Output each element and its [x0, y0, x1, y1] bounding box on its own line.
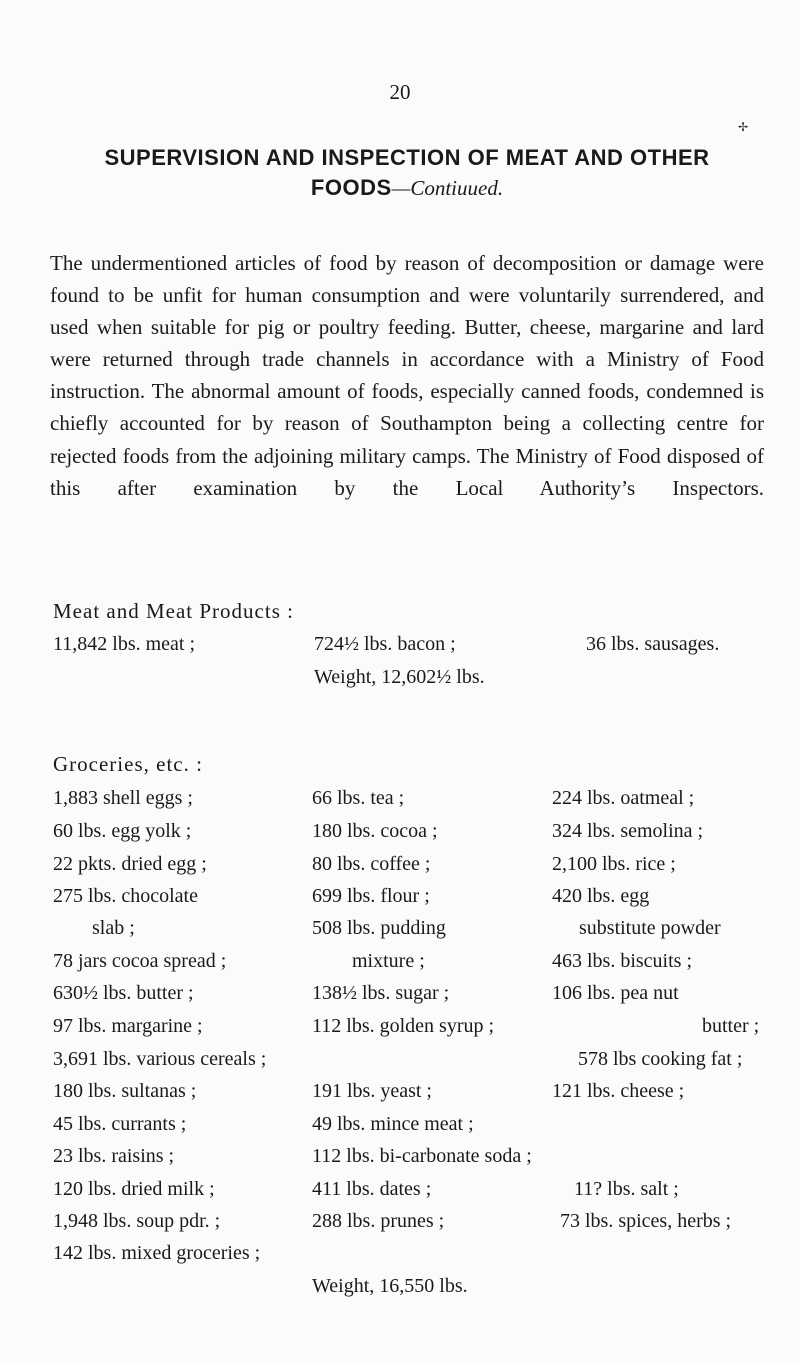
grocery-item: 288 lbs. prunes ; — [312, 1210, 445, 1232]
printer-mark-icon: ✢ — [738, 120, 749, 134]
grocery-item: 224 lbs. oatmeal ; — [552, 787, 695, 809]
grocery-item: 78 jars cocoa spread ; — [53, 950, 227, 972]
meat-heading: Meat and Meat Products : — [53, 599, 294, 623]
page-number: 20 — [389, 80, 411, 104]
grocery-item: 275 lbs. chocolate — [53, 885, 198, 907]
grocery-item: 630½ lbs. butter ; — [53, 982, 194, 1004]
grocery-item: 420 lbs. egg — [552, 885, 650, 907]
groceries-heading: Groceries, etc. : — [53, 752, 203, 776]
grocery-item: 411 lbs. dates ; — [312, 1178, 432, 1200]
grocery-item: 699 lbs. flour ; — [312, 885, 430, 907]
grocery-item: 3,691 lbs. various cereals ; — [53, 1048, 267, 1070]
grocery-item: 463 lbs. biscuits ; — [552, 950, 693, 972]
grocery-item: 1,948 lbs. soup pdr. ; — [53, 1210, 221, 1232]
grocery-item: substitute powder — [579, 917, 721, 939]
grocery-item: 508 lbs. pudding — [312, 917, 446, 939]
grocery-item: 11? lbs. salt ; — [574, 1178, 679, 1200]
grocery-item: 1,883 shell eggs ; — [53, 787, 193, 809]
grocery-item: 191 lbs. yeast ; — [312, 1080, 432, 1102]
grocery-item: 120 lbs. dried milk ; — [53, 1178, 215, 1200]
grocery-item: 2,100 lbs. rice ; — [552, 853, 676, 875]
page-title: SUPERVISION AND INSPECTION OF MEAT AND OTHER — [104, 145, 710, 170]
page-title-line2 — [50, 175, 764, 201]
meat-item: 11,842 lbs. meat ; — [53, 633, 196, 655]
title-foods: FOODS — [310, 175, 392, 200]
meat-item: 724½ lbs. bacon ; — [314, 633, 456, 655]
grocery-item: 66 lbs. tea ; — [312, 787, 405, 809]
grocery-item: 73 lbs. spices, herbs ; — [560, 1210, 732, 1232]
grocery-item: 106 lbs. pea nut — [552, 982, 679, 1004]
groceries-weight: Weight, 16,550 lbs. — [312, 1275, 468, 1297]
meat-weight: Weight, 12,602½ lbs. — [314, 666, 485, 688]
grocery-item: 180 lbs. cocoa ; — [312, 820, 438, 842]
grocery-item: 138½ lbs. sugar ; — [312, 982, 450, 1004]
grocery-item: 180 lbs. sultanas ; — [53, 1080, 197, 1102]
grocery-item: 121 lbs. cheese ; — [552, 1080, 685, 1102]
grocery-item: 23 lbs. raisins ; — [53, 1145, 175, 1167]
meat-item: 36 lbs. sausages. — [586, 633, 720, 655]
title-continued: —Contiuued. — [391, 176, 504, 200]
grocery-item: slab ; — [92, 917, 135, 939]
grocery-item: 324 lbs. semolina ; — [552, 820, 704, 842]
grocery-item: 45 lbs. currants ; — [53, 1113, 187, 1135]
grocery-item: 112 lbs. golden syrup ; — [312, 1015, 495, 1037]
grocery-item: butter ; — [702, 1015, 760, 1037]
grocery-item: 22 pkts. dried egg ; — [53, 853, 207, 875]
intro-paragraph: The undermentioned articles of food by reason of decomposition or damage were found to be unfit for human consumption and were voluntarily surrendered, and used when suitable for pig or poultry feeding. Butter, cheese, margarine and lard were returned through trade channels in accordance with a Ministry of Food instruction. The abnormal amount of foods, especially canned foods, condemned is chiefly accounted for by reason of Southampton being a collecting centre for rejected foods from the adjoining military camps. The Ministry of Food disposed of this after examination by the Local Authority’s Inspectors. — [50, 251, 764, 500]
grocery-item: 80 lbs. coffee ; — [312, 853, 431, 875]
grocery-item: 142 lbs. mixed groceries ; — [53, 1242, 261, 1264]
grocery-item: 112 lbs. bi-carbonate soda ; — [312, 1145, 532, 1167]
grocery-item: 60 lbs. egg yolk ; — [53, 820, 192, 842]
grocery-item: 97 lbs. margarine ; — [53, 1015, 203, 1037]
grocery-item: mixture ; — [352, 950, 425, 972]
grocery-item: 578 lbs cooking fat ; — [578, 1048, 743, 1070]
grocery-item: 49 lbs. mince meat ; — [312, 1113, 474, 1135]
